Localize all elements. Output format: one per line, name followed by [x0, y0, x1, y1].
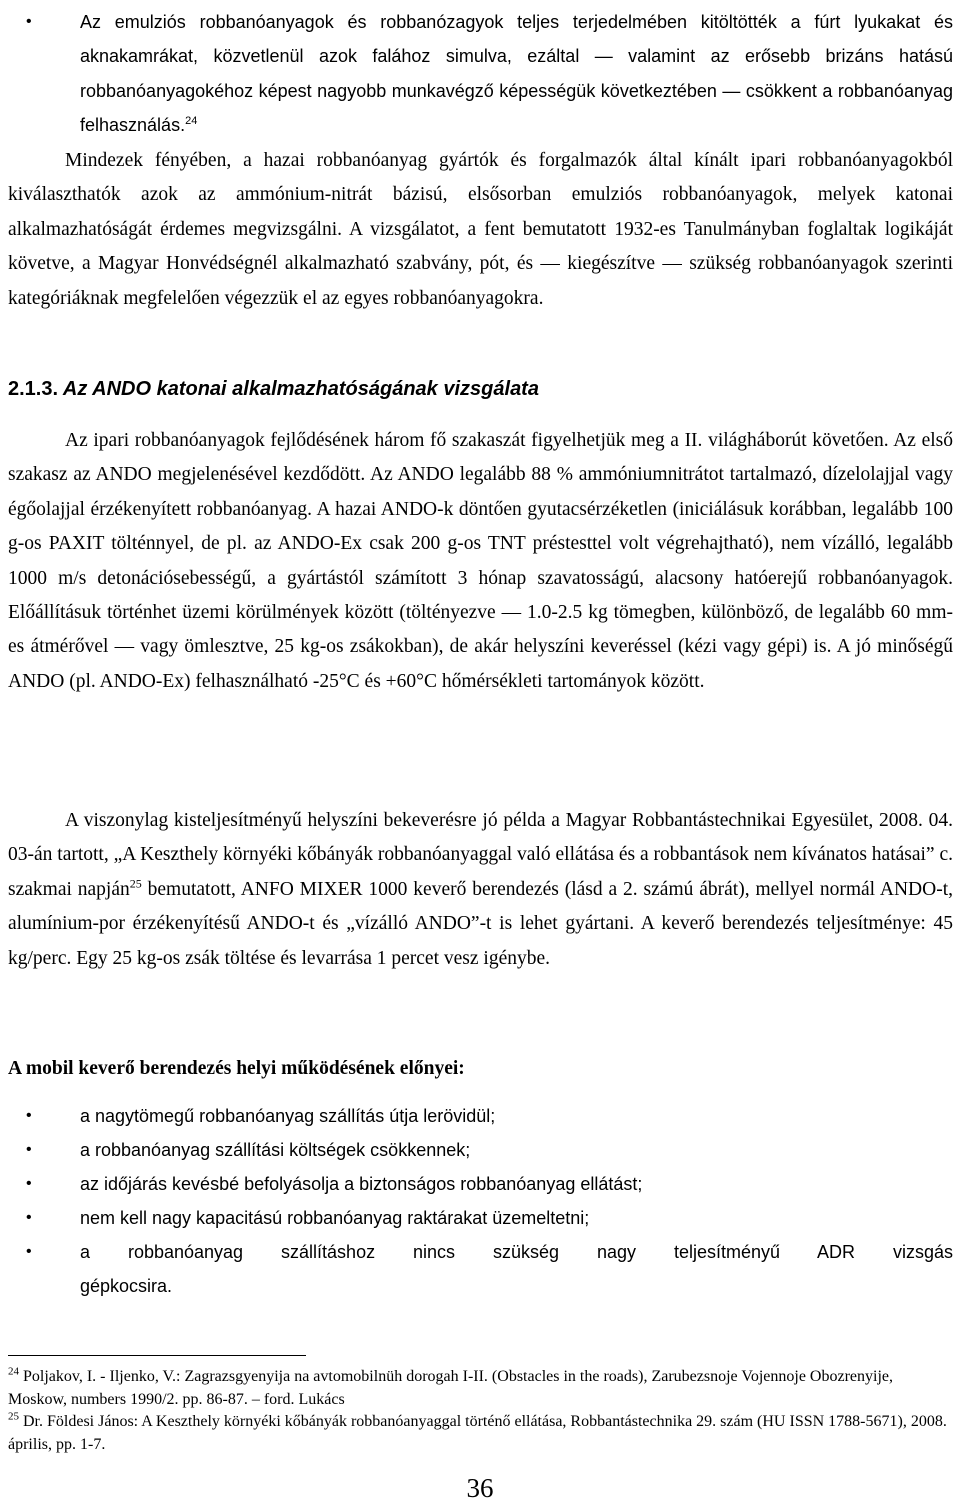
bullet-marker: • — [26, 1209, 32, 1226]
page-number: 36 — [466, 1473, 494, 1503]
list-item-text: nem kell nagy kapacitású robbanóanyag raktárakat üzemeltetni; — [80, 1208, 590, 1228]
section-heading — [8, 372, 539, 406]
intro-bullet-text — [80, 5, 953, 143]
advantages-heading: A mobil keverő berendezés helyi működésének előnyei: — [8, 1058, 465, 1079]
intro-bullet-body: Az emulziós robbanóanyagok és robbanózagyok teljes terjedelmében kitöltötték a fúrt lyukakat és aknakamrákat, közvetlenül azok falához simulva, ezáltal — valamint az erősebb brizáns hatású robbanóanyagokéhoz képest nagyobb munkavégző képességük következtében — csökkent a robbanóanyag felhasználás. — [80, 12, 953, 136]
bullet-marker: • — [26, 1141, 32, 1158]
footnote-25 — [8, 1411, 953, 1456]
list-item — [26, 1201, 953, 1235]
bullet-marker: • — [26, 13, 32, 30]
paragraph-anfo-mixer-part2: bemutatott, ANFO MIXER 1000 keverő berendezés (lásd a 2. számú ábrát), mellyel normál ANDO-t, alumínium-por érzékenyítésű ANDO-t és „vízálló ANDO”-t is lehet gyártani. A keverő berendezés teljesítménye: 45 kg/perc. Egy 25 kg-os zsák töltése és levarrása 1 percet vesz igénybe. — [8, 878, 953, 969]
list-item — [26, 1133, 953, 1167]
bullet-marker: • — [26, 1107, 32, 1124]
paragraph-ando: Az ipari robbanóanyagok fejlődésének három fő szakaszát figyelhetjük meg a II. világháborút követően. Az első szakasz az ANDO megjelenésével kezdődött. Az ANDO legalább 88 % ammóniumnitrátot tartalmazó, dízelolajjal vagy égőolajjal érzékenyített robbanóanyag. A hazai ANDO-k döntően gyutacsérzéketlen (iniciálásuk korábban, legalább 100 g-os PAXIT tölténnyel, de pl. az ANDO-Ex csak 200 g-os TNT préstesttel volt végrehajtható), nem vízálló, legalább 1000 m/s detonációsebességű, a gyártástól számított 3 hónap szavatosságú, alacsony hatóerejű robbanóanyagok. Előállításuk történhet üzemi körülmények között (töltényezve — 1.0-2.5 kg tömegben, különböző, de legalább 60 mm-es átmérővel — vagy ömlesztve, 25 kg-os zsákokban), de akár helyszíni keveréssel (kézi vagy gépi) is. A jó minőségű ANDO (pl. ANDO-Ex) felhasználható -25°C és +60°C hőmérsékleti tartományok között. — [8, 430, 953, 692]
bullet-marker: • — [26, 1243, 32, 1260]
footnote-ref-25: 25 — [129, 876, 142, 891]
footnote-24 — [8, 1366, 953, 1411]
paragraph-robbanoanyagok: Mindezek fényében, a hazai robbanóanyag gyártók és forgalmazók által kínált ipari robbanóanyagokból kiválaszthatók azok az ammónium-nitrát bázisú, elsősorban emulziós robbanóanyagok, melyek katonai alkalmazhatóságát érdemes megvizsgálni. A vizsgálatot, a fent bemutatott 1932-es Tanulmányban foglaltak logikáját követve, a Magyar Honvédségnél alkalmazható szabvány, pót, és — kiegészítve — szükség robbanóanyagok szerinti kategóriáknak megfelelően végezzük el az egyes robbanóanyagokra. — [8, 150, 953, 309]
footnote-text: Dr. Földesi János: A Keszthely környéki kőbányák robbanóanyaggal történő ellátása, Robbantástechnika 29. szám (HU ISSN 1788-5671), 2008. április, pp. 1-7. — [8, 1413, 947, 1453]
list-item — [26, 1167, 953, 1201]
section-title: Az ANDO katonai alkalmazhatóságának vizsgálata — [62, 378, 539, 400]
intro-bullet-item — [26, 5, 953, 143]
bullet-marker: • — [26, 1175, 32, 1192]
footnote-number: 25 — [8, 1410, 19, 1423]
list-item-text: a robbanóanyag szállítási költségek csökkennek; — [80, 1140, 471, 1160]
list-item-text: a nagytömegű robbanóanyag szállítás útja lerövidül; — [80, 1106, 496, 1126]
footnote-text: Poljakov, I. - Iljenko, V.: Zagrazsgyenyija na avtomobilnüh dorogah I-II. (Obstacles in the roads), Zarubezsnoje Vojennoje Obozrenyije, Moskow, numbers 1990/2. pp. 86-87. – ford. Lukács — [8, 1368, 893, 1408]
paragraph-anfo-mixer-part1: A viszonylag kisteljesítményű helyszíni bekeverésre jó példa a Magyar Robbantástechnikai Egyesület, 2008. 04. 03-án tartott, „A Keszthely környéki kőbányák robbanóanyaggal való ellátása és a robbantások nem kívánatos hatásai” c. szakmai napján — [8, 810, 953, 900]
footnote-ref-24: 24 — [185, 115, 198, 128]
list-item-text — [80, 1235, 953, 1303]
paragraph-anfo-mixer — [8, 804, 953, 976]
footnote-separator — [8, 1355, 306, 1356]
footnotes — [8, 1366, 953, 1456]
footnote-number: 24 — [8, 1365, 19, 1378]
list-item — [26, 1099, 953, 1133]
list-item-text-main: a robbanóanyag szállításhoz nincs szükség nagy teljesítményű ADR vizsgás — [80, 1242, 953, 1262]
section-number: 2.1.3. — [8, 378, 59, 400]
list-item — [26, 1235, 953, 1303]
list-item-text-tail: gépkocsira. — [80, 1276, 173, 1296]
advantages-list — [26, 1099, 953, 1303]
list-item-text: az időjárás kevésbé befolyásolja a biztonságos robbanóanyag ellátást; — [80, 1174, 643, 1194]
